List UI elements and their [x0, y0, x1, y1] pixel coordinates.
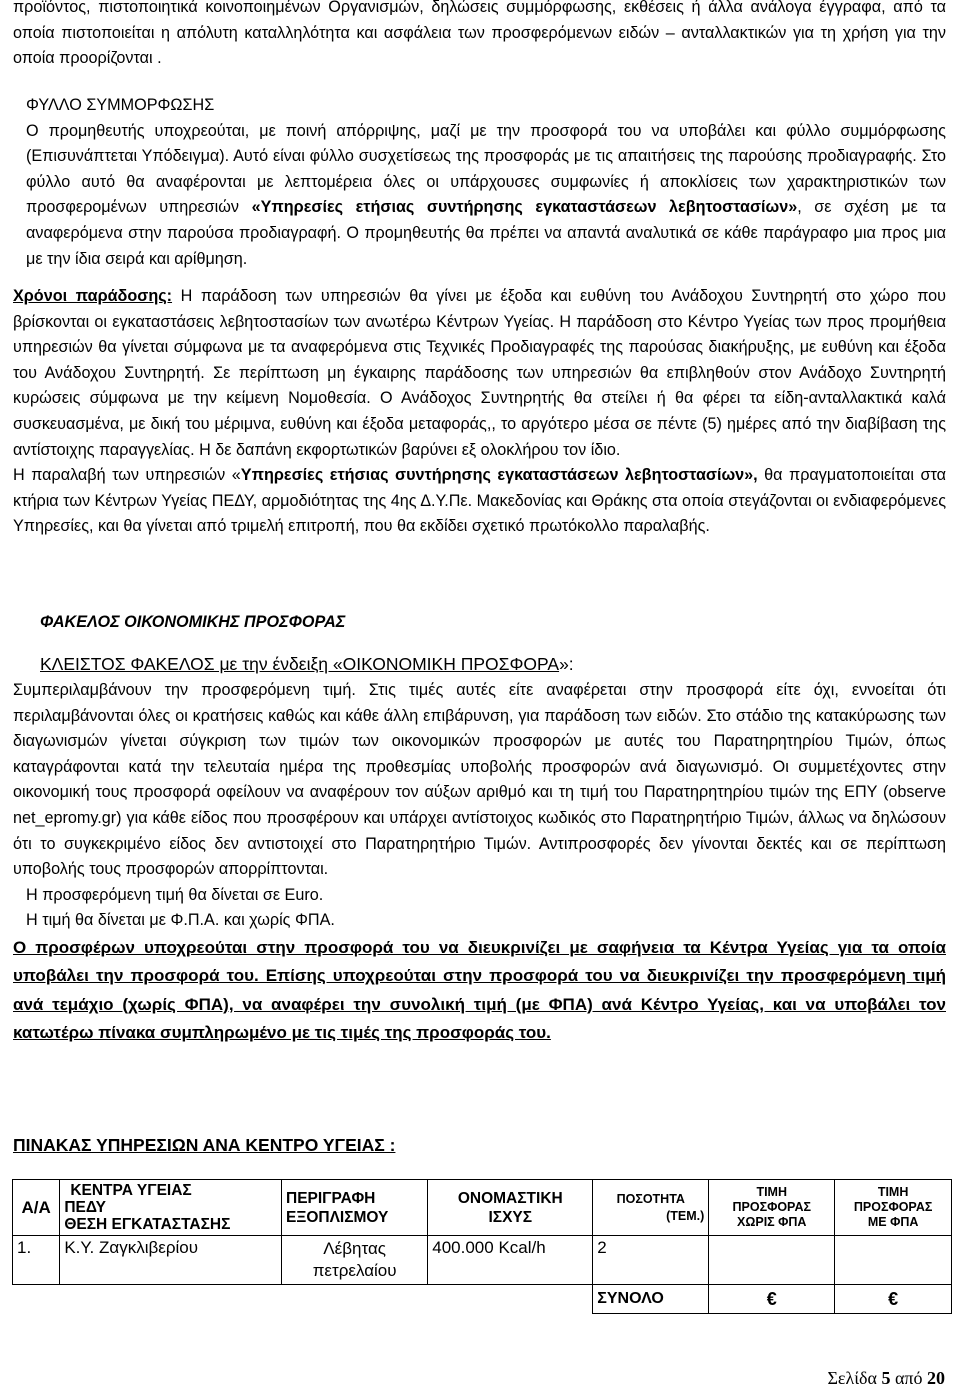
compliance-paragraph — [13, 119, 946, 273]
row-desc: Λέβητας πετρελαίου — [282, 1236, 428, 1285]
row-qty: 2 — [593, 1236, 709, 1285]
row-aa: 1. — [13, 1236, 60, 1285]
receipt-text-end: θα πραγματοποιείται στα κτήρια των Κέντρων Υγείας ΠΕΔΥ, αρμοδιότητας της 4ης Δ.Υ.Πε. Μακεδονίας και Θράκης στα οποία στεγάζονται οι ενδιαφερόμενες Υπηρεσίες, και θα γίνεται από τριμελή επιτροπή, που θα εκδίδει σχετικό πρωτόκολλο παραλαβής. — [13, 466, 947, 536]
financial-title: ΦΑΚΕΛΟΣ ΟΙΚΟΝΟΜΙΚΗΣ ΠΡΟΣΦΟΡΑΣ — [40, 613, 346, 631]
financial-section — [13, 678, 946, 1047]
header-desc-line1: ΠΕΡΙΓΡΑΦΗ — [286, 1189, 376, 1207]
row-price-no-vat[interactable] — [709, 1236, 835, 1285]
header-center-line1: ΚΕΝΤΡΑ ΥΓΕΙΑΣ — [70, 1182, 192, 1199]
closed-envelope-line — [40, 654, 574, 675]
obligation-paragraph: Ο προσφέρων υποχρεούται στην προσφορά του να διευκρινίζει με σαφήνεια τα Κέντρα Υγείας για τα οποία υποβάλει την προσφορά του. Επίσης υποχρεούται στην προσφορά του να διευκρινίζει την προσφερόμενη τιμή ανά τεμάχιο (χωρίς ΦΠΑ), να αναφέρει την συνολική τιμή (με ΦΠΑ) ανά Κέντρο Υγείας, και να υποβάλει τον κατωτέρω πίνακα συμπληρωμένο με τις τιμές της προσφοράς του. — [13, 937, 946, 1042]
receipt-service-name: Υπηρεσίες ετήσιας συντήρησης εγκαταστάσεων λεβητοστασίων», — [240, 466, 758, 485]
header-pnv-line3: ΧΩΡΙΣ ΦΠΑ — [737, 1215, 807, 1229]
header-pnv-line1: ΤΙΜΗ — [756, 1185, 788, 1199]
header-qty-line2: (ΤΕΜ.) — [666, 1208, 705, 1223]
closed-envelope-label: ΚΛΕΙΣΤΟΣ ΦΑΚΕΛΟΣ με την ένδειξη «ΟΙΚΟΝΟΜΙΚΗ ΠΡΟΣΦΟΡΑ — [40, 654, 560, 674]
receipt-paragraph — [13, 463, 946, 540]
footer-prefix: Σελίδα — [827, 1368, 882, 1388]
footer-total-pages: 20 — [927, 1368, 945, 1388]
table-title: ΠΙΝΑΚΑΣ ΥΠΗΡΕΣΙΩΝ ΑΝΑ ΚΕΝΤΡΟ ΥΓΕΙΑΣ : — [13, 1135, 396, 1155]
euro-line: Η προσφερόμενη τιμή θα δίνεται σε Euro. — [26, 885, 324, 904]
row-center: Κ.Υ. Ζαγκλιβερίου — [60, 1236, 282, 1285]
delivery-section — [13, 284, 946, 540]
header-center — [60, 1180, 282, 1236]
receipt-text: Η παραλαβή των υπηρεσιών « — [13, 466, 241, 485]
header-pv-line3: ΜΕ ΦΠΑ — [867, 1215, 919, 1229]
financial-paragraph: Συμπεριλαμβάνουν την προσφερόμενη τιμή. Στις τιμές αυτές είτε αναφέρεται στην προσφορά είτε όχι, εννοείται ότι περιλαμβάνονται όλες οι κρατήσεις καθώς και κάθε άλλη επιβάρυνση, για παράδοση των ειδών. Στο στάδιο της κατακύρωσης των διαγωνισμών γίνεται σύγκριση των τιμών των οικονομικών προσφορών με αυτές του Παρατηρητηρίου Τιμών, όπως καταγράφονται κατά την τελευταία ημέρα της προθεσμίας υποβολής προσφορών ανά διαγωνισμό. Οι συμμετέχοντες στην οικονομική τους προσφορά οφείλουν να αναφέρουν τον αύξων αριθμό και τη τιμή του Παρατηρητηρίου τιμών της ΕΠΥ (observe net_epromy.gr) για κάθε είδος που προσφέρουν και υπάρχει αντίστοιχος κωδικός στο Παρατηρητήριο Τιμών, άλλως να δηλώσουν ότι το συγκεκριμένο είδος δεν αντιστοιχεί στο Παρατηρητήριο Τιμών. Αντιπροσφορές δεν γίνονται δεκτές και σε περίπτωση υποβολής τους προσφορών απορρίπτονται. — [13, 681, 946, 879]
row-price-vat[interactable] — [835, 1236, 952, 1285]
table-title-wrap — [13, 1133, 395, 1159]
footer-page-number: 5 — [881, 1368, 891, 1388]
header-power-line1: ΟΝΟΜΑΣΤΙΚΗ — [457, 1189, 563, 1207]
total-vat[interactable]: € — [835, 1285, 952, 1314]
intro-paragraph: προϊόντος, πιστοποιητικά κοινοποιημένων Οργανισμών, δηλώσεις συμμόρφωσης, εκθέσεις ή άλλα ανάλογα έγγραφα, από τα οποία πιστοποιείται η απόλυτη καταλληλότητα και ασφάλεια των προσφερόμενων ειδών – ανταλλακτικών για τη χρήση για την οποία προορίζονται . — [13, 0, 946, 68]
header-pv-line1: ΤΙΜΗ — [877, 1185, 909, 1199]
header-pnv-line2: ΠΡΟΣΦΟΡΑΣ — [732, 1200, 811, 1214]
compliance-text: Ο προμηθευτής υποχρεούται, με ποινή απόρριψης, μαζί με την προσφορά του να υποβάλει και φύλλο συμμόρφωσης (Επισυνάπτεται Υπόδειγμα). Αυτό είναι φύλλο συσχετίσεως της προσφοράς με τις απαιτήσεις της παρούσης προδιαγραφής. Στο φύλλο αυτό θα αναφέρονται με λεπτομέρεια όλες οι υπάρχουσες συμφωνίες ή αποκλίσεις των χαρακτηριστικών των προσφερομένων υπηρεσιών — [26, 121, 946, 217]
header-qty — [593, 1180, 709, 1236]
header-desc — [282, 1180, 428, 1236]
page-footer — [827, 1368, 945, 1389]
header-aa: Α/Α — [13, 1180, 60, 1236]
compliance-title: ΦΥΛΛΟ ΣΥΜΜΟΡΦΩΣΗΣ — [26, 96, 215, 114]
delivery-paragraph — [13, 284, 946, 463]
header-qty-line1: ΠΟΣΟΤΗΤΑ — [616, 1191, 685, 1206]
financial-title-wrap — [40, 610, 345, 636]
header-power-line2: ΙΣΧΥΣ — [488, 1208, 533, 1226]
header-pv-line2: ΠΡΟΣΦΟΡΑΣ — [853, 1200, 933, 1214]
compliance-service-name: «Υπηρεσίες ετήσιας συντήρησης εγκαταστάσεων λεβητοστασίων» — [251, 198, 798, 217]
vat-line: Η τιμή θα δίνεται με Φ.Π.Α. και χωρίς ΦΠΑ. — [26, 911, 335, 930]
header-center-line2: ΠΕΔΥ — [64, 1199, 106, 1216]
services-table — [12, 1179, 952, 1314]
header-price-no-vat — [709, 1180, 835, 1236]
table-header-row — [13, 1180, 952, 1236]
header-center-line3: ΘΕΣΗ ΕΓΚΑΤΑΣΤΑΣΗΣ — [64, 1216, 231, 1233]
row-power: 400.000 Kcal/h — [428, 1236, 593, 1285]
delivery-text: Η παράδοση των υπηρεσιών θα γίνει με έξοδα και ευθύνη του Ανάδοχου Συντηρητή στο χώρο που βρίσκονται οι εγκαταστάσεις λεβητοστασίων των ανωτέρω Κέντρων Υγείας. Η παράδοση στο Κέντρο Υγείας των προς προμήθεια υπηρεσιών θα γίνεται σύμφωνα με τα αναφερόμενα στις Τεχνικές Προδιαγραφές της παρούσας διακήρυξης, με ευθύνη και έξοδα του Ανάδοχου Συντηρητή. Σε περίπτωση μη έγκαιρης παράδοσης των υπηρεσιών θα επιβληθούν στον Ανάδοχο Συντηρητή κυρώσεις σύμφωνα με την κείμενη Νομοθεσία. Ο Ανάδοχος Συντηρητής θα στείλει ή θα φέρει τα είδη-ανταλλακτικά καλά συσκευασμένα, με δική του μέριμνα, ευθύνη και έξοδα μεταφοράς,, το αργότερο μέσα σε πέντε (5) ημέρες από την διαβίβαση της αντίστοιχης παραγγελίας. Η δε δαπάνη εκφορτωτικών βαρύνει εξ ολοκλήρου τον ίδιο. — [13, 287, 947, 459]
header-price-vat — [835, 1180, 952, 1236]
table-total-row — [13, 1285, 952, 1314]
delivery-label: Χρόνοι παράδοσης: — [13, 287, 173, 305]
compliance-text-end: , σε σχέση με τα αναφερόμενα στην παρούσα προδιαγραφή. Ο προμηθευτής θα πρέπει να απαντά αναλυτικά σε κάθε παράγραφο μια προς μια με την ίδια σειρά και αρίθμηση. — [26, 198, 946, 268]
closed-envelope-end: »: — [559, 654, 574, 674]
footer-of: από — [890, 1368, 927, 1388]
total-no-vat[interactable]: € — [709, 1285, 835, 1314]
header-desc-line2: ΕΞΟΠΛΙΣΜΟΥ — [286, 1208, 389, 1226]
header-power — [428, 1180, 593, 1236]
total-label: ΣΥΝΟΛΟ — [593, 1285, 709, 1314]
table-row — [13, 1236, 952, 1285]
compliance-section — [13, 93, 946, 272]
